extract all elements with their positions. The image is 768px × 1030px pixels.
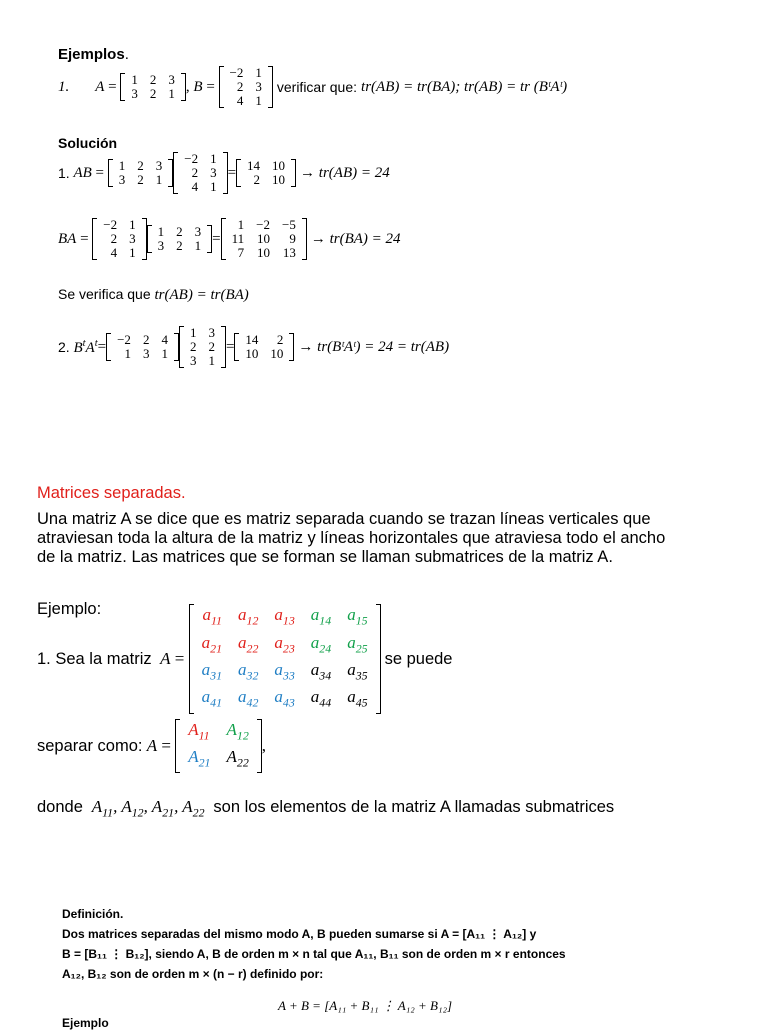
definicion-line-1: Dos matrices separadas del mismo modo A, B pueden sumarse si A = [A₁₁ ⋮ A₁₂] y xyxy=(62,927,537,941)
matrix-cell: 1 xyxy=(255,65,262,80)
verifica-formula: tr(AB) = tr(BA) xyxy=(154,287,249,303)
matrix-cell: 1 xyxy=(129,217,136,232)
matrix-B-copy xyxy=(173,152,227,194)
matrix-cell: 2 xyxy=(276,332,284,347)
matrix-cell: −5 xyxy=(281,217,296,232)
donde-line: donde $A_{11}$, $A_{12}$, $A_{21}$, $A_{22}$ son los elementos de la matriz A llamadas submatrices xyxy=(37,797,615,820)
matrix-At xyxy=(179,326,226,368)
matrix-cell: 2 xyxy=(191,165,199,180)
matrix-cell: 1 xyxy=(131,72,138,87)
matrix-A-copy2 xyxy=(147,225,213,253)
paragraph-line-3: de la matriz. Las matrices que se forman se llaman submatrices de la matriz A. xyxy=(37,548,613,566)
matrix-cell: 10 xyxy=(272,158,286,173)
matrix-cell: 1 xyxy=(161,346,168,361)
matrix-A-copy xyxy=(108,159,174,187)
matrix-cell: 3 xyxy=(168,72,175,87)
matrix-cell: 10 xyxy=(256,245,270,260)
matrix-cell: 1 xyxy=(168,86,175,101)
verifica-text: Se verifica que xyxy=(58,286,151,302)
block-matrix-A: $A_{11}$ $A_{12}$ $A_{21}$ $A_{22}$ xyxy=(175,719,262,774)
matrix-cell: 3 xyxy=(194,224,202,239)
line-1-prefix: 1. xyxy=(58,165,70,181)
matrix-cell: 3 xyxy=(131,86,138,101)
matrix-cell: 4 xyxy=(191,179,199,194)
colored-matrix-A: $a_{11}$ $a_{12}$ $a_{13}$ $a_{14}$ $a_{15}$ $a_{21}$ $a_{22}$ $a_{23}$ $a_{24}$ $a_{25}$ $a_{31}$ $a_{32}$ $a_{33}$ $a_{34}$ $a_{35}$ $a_{41}$ $a_{42}$ $a_{43}$ $a_{44}$ $a_{45}$ xyxy=(189,604,381,714)
verifica-line xyxy=(58,287,249,303)
matrix-cell: 4 xyxy=(110,245,118,260)
matrix-cell: −2 xyxy=(229,65,244,80)
matrix-cell: 1 xyxy=(210,179,217,194)
matrix-BtAt xyxy=(234,333,294,361)
matrix-cell: −2 xyxy=(256,217,270,232)
definicion-line-3: A₁₂, B₁₂ son de orden m × (n − r) definido por: xyxy=(62,967,324,981)
matrix-cell: 1 xyxy=(157,224,165,239)
matrix-cell: −2 xyxy=(103,217,118,232)
tr-ba-result: → tr(BA) = 24 xyxy=(310,230,401,247)
matrix-cell: 1 xyxy=(155,172,163,187)
matrix-cell: 1 xyxy=(210,151,217,166)
paragraph-line-2: atraviesan toda la altura de la matriz y líneas horizontales que atraviesa todo el ancho xyxy=(37,529,666,547)
matrix-cell: 1 xyxy=(118,158,126,173)
matrix-cell: 2 xyxy=(208,339,215,354)
matrix-cell: 1 xyxy=(189,325,197,340)
se-puede-text: se puede xyxy=(384,649,453,668)
sea-la-matriz-text: 1. Sea la matriz xyxy=(37,649,152,668)
matrix-cell: 1 xyxy=(129,245,136,260)
matrix-cell: 2 xyxy=(149,72,157,87)
cut-off-text: Ejemplo xyxy=(62,1016,109,1030)
matrix-AB xyxy=(236,159,296,187)
solucion-heading: Solución xyxy=(58,135,118,151)
matrix-cell: −2 xyxy=(184,151,199,166)
matrix-cell: 3 xyxy=(155,158,163,173)
matrix-cell: 3 xyxy=(118,172,126,187)
matrix-A xyxy=(120,73,186,101)
matrix-cell: 3 xyxy=(157,238,165,253)
definicion-formula: A + B = [A₁₁ + B₁₁ ⋮ A₁₂ + B₁₂] xyxy=(278,998,453,1013)
paragraph-line-1: Una matriz A se dice que es matriz separada cuando se trazan líneas verticales que xyxy=(37,510,651,528)
matrix-B-copy2 xyxy=(92,218,146,260)
matrix-cell: 1 xyxy=(255,93,262,108)
matrix-cell: 3 xyxy=(255,79,262,94)
verify-formula: tr(AB) = tr(BA); tr(AB) = tr (BᵗAᵗ) xyxy=(361,78,568,95)
matrix-cell: 2 xyxy=(110,231,118,246)
matrix-cell: 14 xyxy=(245,332,259,347)
colored-matrix-line: 1. Sea la matriz A = $a_{11}$ $a_{12}$ $a_{13}$ $a_{14}$ $a_{15}$ $a_{21}$ $a_{22}$ $a_{23}$ $a_{24}$ $a_{25}$ $a_{31}$ $a_{32}$ $a_{33}$ $a_{34}$ $a_{35}$ $a_{41}$ $a_{42}$ $a_{43}$ $a_{44}$ $a_{45}$ se puede xyxy=(37,614,452,704)
matrix-cell: 4 xyxy=(236,93,244,108)
matrix-cell: 10 xyxy=(272,172,286,187)
definicion-heading: Definición. xyxy=(62,907,124,921)
matrix-cell: 4 xyxy=(161,332,168,347)
ba-product-line: BA = −2 1 2 3 4 1 1 2 3 3 2 1 = 1 −2 −5 11 10 9 7 10 13 → tr(BA) = 24 xyxy=(58,217,401,260)
matrix-cell: 3 xyxy=(208,325,215,340)
verificar-label: verificar que: xyxy=(276,79,358,95)
matrix-cell: 9 xyxy=(289,231,296,246)
definicion-block xyxy=(62,904,566,984)
ab-product-line: 1. AB = 1 2 3 3 2 1 −2 1 2 3 4 1 = 14 10 2 10 → tr(AB) = 24 xyxy=(58,151,390,194)
matrix-BA xyxy=(221,218,307,260)
tr-ab-result: → tr(AB) = 24 xyxy=(300,164,390,181)
matrix-Bt xyxy=(106,333,179,361)
matrix-cell: 14 xyxy=(247,158,261,173)
btat-product-line: 2. $B^tA^t$ = −2 2 4 1 3 1 1 3 2 2 3 1 = 14 2 10 10 → tr(BᵗAᵗ) = 24 = tr(AB) xyxy=(58,325,450,368)
matrix-cell: 2 xyxy=(253,172,261,187)
matrix-cell: 2 xyxy=(137,172,144,187)
matrix-cell: 3 xyxy=(129,231,136,246)
matrix-cell: 2 xyxy=(149,86,157,101)
matrix-cell: 1 xyxy=(124,346,131,361)
matrix-cell: 2 xyxy=(137,158,144,173)
matrix-cell: 10 xyxy=(245,346,259,361)
matrix-cell: 3 xyxy=(210,165,217,180)
matrix-cell: 1 xyxy=(237,217,245,232)
matrix-cell: 2 xyxy=(236,79,244,94)
line-3-prefix: 2. xyxy=(58,339,70,355)
matrix-cell: 11 xyxy=(231,231,245,246)
matrix-cell: 2 xyxy=(176,224,183,239)
matrix-cell: 2 xyxy=(189,339,197,354)
block-matrix-line: separar como: A = $A_{11}$ $A_{12}$ $A_{21}$ $A_{22}$ , xyxy=(37,722,266,770)
separar-como-text: separar como: xyxy=(37,736,143,755)
matrix-cell: −2 xyxy=(117,332,131,347)
matrix-cell: 7 xyxy=(237,245,245,260)
matrix-cell: 3 xyxy=(189,353,197,368)
ejemplos-heading: Ejemplos. xyxy=(58,46,129,63)
matrix-cell: 1 xyxy=(208,353,215,368)
definicion-line-2: B = [B₁₁ ⋮ B₁₂], siendo A, B de orden m × n tal que A₁₁, B₁₁ son de orden m × r entonces xyxy=(62,947,566,961)
matrix-cell: 10 xyxy=(270,346,284,361)
example-1-statement: 1. A = 1 2 3 3 2 1 , B = −2 1 2 3 4 1 verificar que: tr(AB) = tr(BA); tr(AB) = tr (BᵗAᵗ) xyxy=(58,65,568,108)
ejemplo-label: Ejemplo: xyxy=(37,600,102,618)
matrix-cell: 2 xyxy=(176,238,183,253)
definition-paragraph xyxy=(37,510,665,567)
section-title: Matrices separadas. xyxy=(37,484,186,502)
matrix-cell: 2 xyxy=(142,332,150,347)
tr-btat-result: → tr(BᵗAᵗ) = 24 = tr(AB) xyxy=(298,338,450,355)
item-number: 1. xyxy=(58,78,70,95)
matrix-B xyxy=(219,66,273,108)
donde-rest-text: son los elementos de la matriz A llamadas submatrices xyxy=(213,798,615,816)
matrix-cell: 3 xyxy=(142,346,150,361)
matrix-cell: 13 xyxy=(282,245,296,260)
donde-text: donde xyxy=(37,798,83,816)
matrix-cell: 10 xyxy=(256,231,270,246)
matrix-cell: 1 xyxy=(194,238,202,253)
